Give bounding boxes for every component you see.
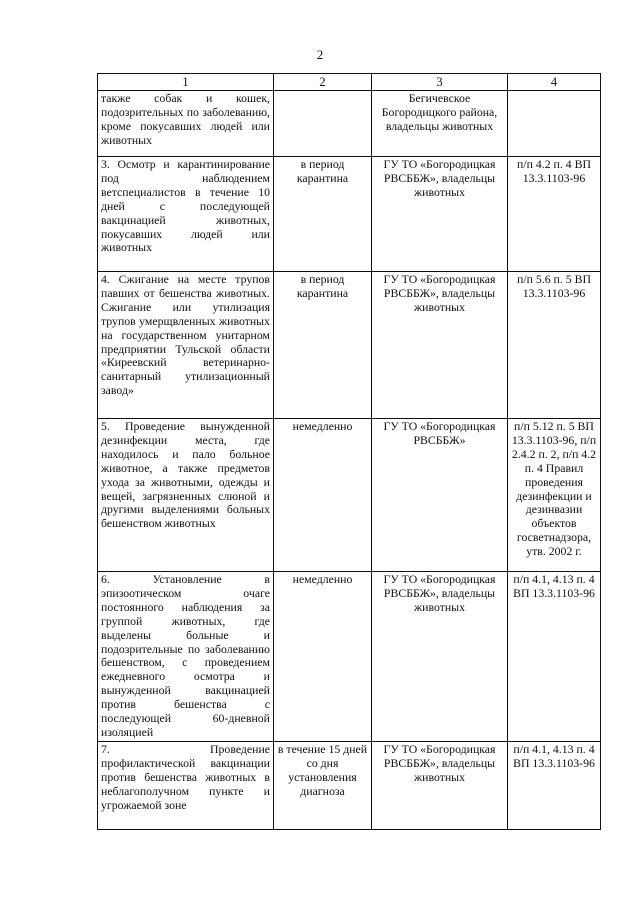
basis-cell: [508, 91, 601, 157]
term-cell: в течение 15 дней со дня установления диагноза: [274, 741, 372, 829]
term-cell: [274, 91, 372, 157]
action-cell: 6. Установление в эпизоотическом очаге постоянного наблюдения за группой животных, где выделены больные и подозрительные по заболеванию бешенством, с проведением ежедневного осмотра и вынужденной вакцинацией против бешенства с последующей 60-дневной изоляцией: [98, 572, 274, 742]
table-row: [98, 419, 601, 572]
column-header: 2: [274, 74, 372, 91]
table-row: [98, 91, 601, 157]
column-header: 3: [372, 74, 508, 91]
action-cell: 4. Сжигание на месте трупов павших от бешенства животных. Сжигание или утилизация трупов умерщвленных животных на государственном унитарном предприятии Тульской области «Киреевский ветеринарно-санитарный утилизационный завод»: [98, 272, 274, 419]
term-cell: немедленно: [274, 419, 372, 572]
responsible-cell: ГУ ТО «Богородицкая РВСББЖ», владельцы животных: [372, 272, 508, 419]
responsible-cell: ГУ ТО «Богородицкая РВСББЖ»: [372, 419, 508, 572]
page-number: 2: [316, 47, 324, 62]
action-cell: также собак и кошек, подозрительных по заболеванию, кроме покусавших людей или животных: [98, 91, 274, 157]
measures-table: [97, 73, 601, 830]
basis-cell: п/п 4.1, 4.13 п. 4 ВП 13.3.1103-96: [508, 572, 601, 742]
term-cell: немедленно: [274, 572, 372, 742]
responsible-cell: ГУ ТО «Богородицкая РВСББЖ», владельцы животных: [372, 572, 508, 742]
responsible-cell: ГУ ТО «Богородицкая РВСББЖ», владельцы животных: [372, 157, 508, 272]
term-cell: в период карантина: [274, 157, 372, 272]
table-row: [98, 741, 601, 829]
table-header-row: [98, 74, 601, 91]
action-cell: 3. Осмотр и карантинирование под наблюдением ветспециалистов в течение 10 дней с последующей вакцинацией животных, покусавших людей или животных: [98, 157, 274, 272]
table-row: [98, 572, 601, 742]
term-cell: в период карантина: [274, 272, 372, 419]
column-header: 4: [508, 74, 601, 91]
basis-cell: п/п 5.6 п. 5 ВП 13.3.1103-96: [508, 272, 601, 419]
action-cell: 5. Проведение вынужденной дезинфекции места, где находилось и пало больное животное, а также предметов ухода за животными, одежды и вещей, загрязненных слюной и другими выделениями больных бешенством животных: [98, 419, 274, 572]
basis-cell: п/п 4.2 п. 4 ВП 13.3.1103-96: [508, 157, 601, 272]
basis-cell: п/п 5.12 п. 5 ВП 13.3.1103-96, п/п 2.4.2 п. 2, п/п 4.2 п. 4 Правил проведения дезинфекции и дезинвазии объектов госветнадзора, утв. 2002 г.: [508, 419, 601, 572]
responsible-cell: ГУ ТО «Богородицкая РВСББЖ», владельцы животных: [372, 741, 508, 829]
responsible-cell: Бегичевское Богородицкого района, владельцы животных: [372, 91, 508, 157]
action-cell: 7. Проведение профилактической вакцинации против бешенства животных в неблагополучном пункте и угрожаемой зоне: [98, 741, 274, 829]
table-row: [98, 157, 601, 272]
column-header: 1: [98, 74, 274, 91]
table-row: [98, 272, 601, 419]
basis-cell: п/п 4.1, 4.13 п. 4 ВП 13.3.1103-96: [508, 741, 601, 829]
